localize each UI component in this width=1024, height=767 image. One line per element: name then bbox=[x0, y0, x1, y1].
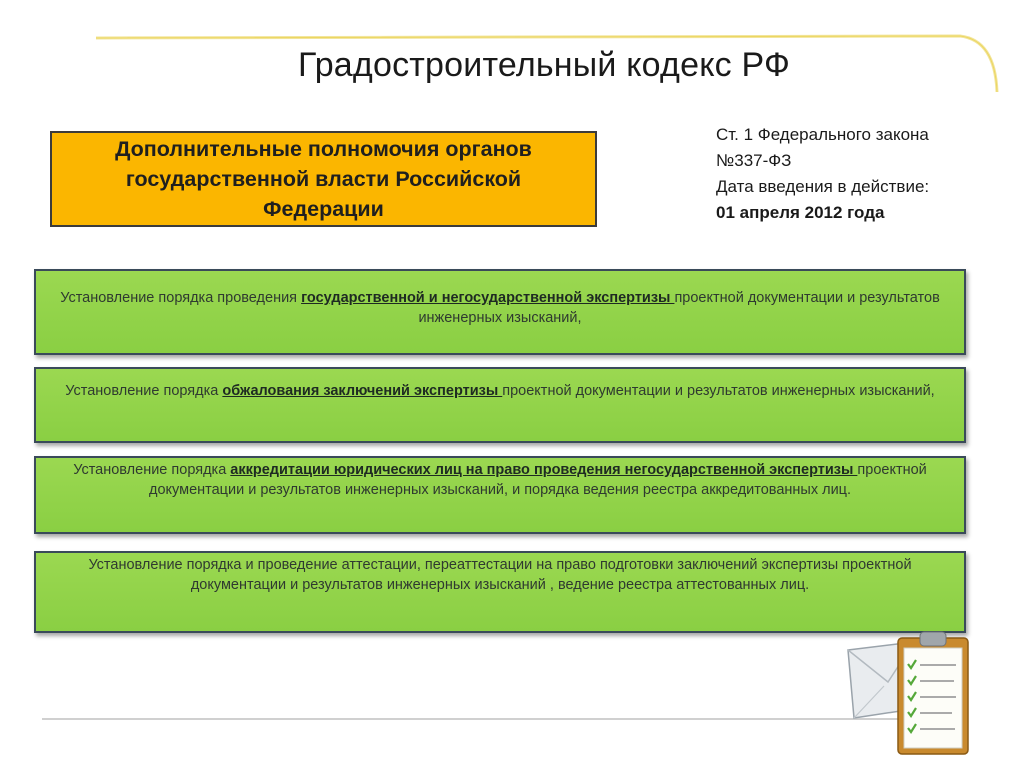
item-text: Установление порядка bbox=[65, 383, 223, 399]
header-box bbox=[50, 131, 597, 227]
authority-item-accreditation bbox=[34, 456, 966, 534]
authority-item-attestation bbox=[34, 551, 966, 633]
header-box-text: Дополнительные полномочия органов государственной власти Российской Федерации bbox=[115, 137, 532, 221]
law-article: Ст. 1 Федерального закона bbox=[716, 125, 929, 144]
bottom-divider bbox=[42, 718, 962, 720]
item-emphasis: аккредитации юридических лиц на право проведения негосударственной экспертизы bbox=[230, 462, 858, 478]
item-text: проектной документации и результатов инженерных изысканий, и порядка ведения реестра аккредитованных лиц. bbox=[148, 462, 927, 498]
law-effective-date: 01 апреля 2012 года bbox=[716, 203, 885, 222]
law-number: №337-ФЗ bbox=[716, 151, 792, 170]
item-text: Установление порядка и проведение аттестации, переаттестации на право подготовки заключений экспертизы проектной документации и результатов инженерных изысканий , ведение реестра аттестованных лиц. bbox=[88, 557, 912, 593]
clipboard-icon bbox=[898, 632, 968, 754]
item-text: Установление порядка bbox=[73, 462, 231, 478]
item-text: Установление порядка проведения bbox=[60, 290, 302, 306]
item-text: проектной документации и результатов инженерных изысканий, bbox=[502, 383, 935, 399]
item-text: проектной документации и результатов инженерных изысканий, bbox=[418, 290, 940, 326]
law-effective-label: Дата введения в действие: bbox=[716, 177, 930, 196]
authority-item-expertise bbox=[34, 269, 966, 355]
clipboard-envelope-icon bbox=[844, 628, 974, 758]
item-emphasis: государственной и негосударственной экспертизы bbox=[301, 290, 675, 306]
item-emphasis: обжалования заключений экспертизы bbox=[222, 383, 503, 399]
law-info bbox=[716, 122, 1006, 226]
slide-title: Градостроительный кодекс РФ bbox=[298, 46, 791, 84]
authority-item-appeal bbox=[34, 367, 966, 443]
